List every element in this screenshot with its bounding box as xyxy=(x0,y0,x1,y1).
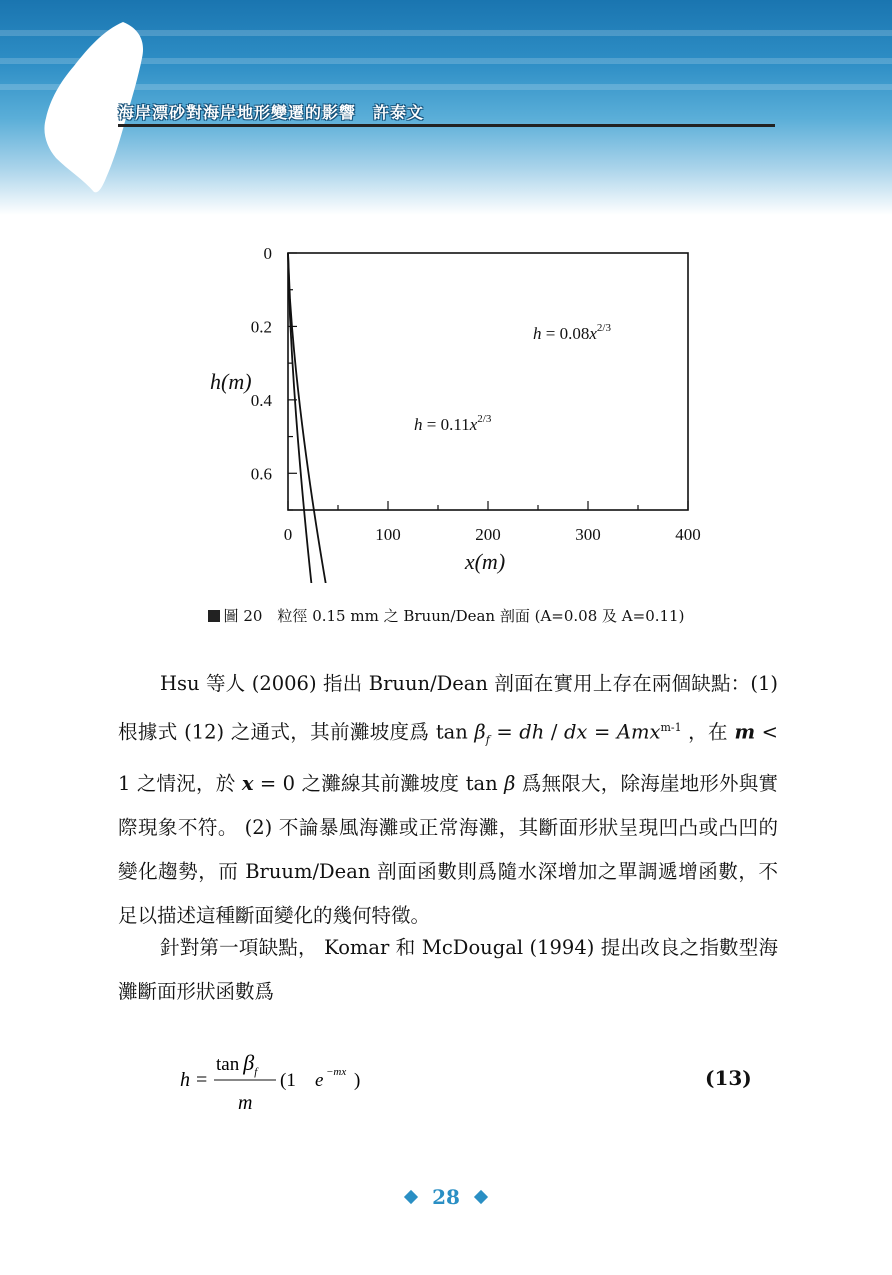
svg-text:=: = xyxy=(196,1069,208,1091)
caption-marker xyxy=(208,610,220,622)
body-paragraph-1: Hsu 等人 (2006) 指出 Bruun/Dean 剖面在實用上存在兩個缺點：(1) 根據式 (12) 之通式，其前灘坡度爲 $\tan \beta_f$ = dh / dx = Amx$^{m-1}$ ，在 m < 1 之情況，於 x = 0 之灘線其前灘坡度 tan β 爲無限大，除海崖地形外與實際現象不符。 (2) 不論暴風海灘或正常海灘，其斷面形狀呈現凹凸或凸凹的變化趨勢，而 Bruum/Dean 剖面函數則爲隨水深增加之單調遞增函數，不足以描述這種斷面變化的幾何特徵。 xyxy=(118,672,778,928)
x-tick-label: 400 xyxy=(675,525,701,544)
series-label-a011: $h = 0.11x^{2/3}$ xyxy=(414,413,492,434)
page-number: 28 xyxy=(432,1185,460,1209)
caption-text: 粒徑 0.15 mm 之 Bruun/Dean 剖面 (A=0.08 及 A=0.11) xyxy=(277,607,685,625)
body-paragraph-2: 針對第一項缺點， Komar 和 McDougal (1994) 提出改良之指數型海灘斷面形狀函數爲 xyxy=(118,936,778,1003)
figure-20 xyxy=(180,238,720,583)
running-header-title: 海岸漂砂對海岸地形變遷的影響 許泰文 xyxy=(118,103,425,122)
x-tick-label: 200 xyxy=(475,525,501,544)
x-tick-label: 300 xyxy=(575,525,601,544)
svg-text:(1: (1 xyxy=(280,1070,296,1091)
svg-text:): ) xyxy=(354,1070,361,1091)
bruun-dean-profile-chart xyxy=(180,238,720,583)
series-label-a008: $h = 0.08x^{2/3}$ xyxy=(533,322,611,343)
x-axis-label: x(m) xyxy=(464,549,506,574)
equation-13 xyxy=(178,1045,478,1115)
x-tick-label: 100 xyxy=(375,525,401,544)
tick-labels xyxy=(251,244,701,544)
page-footer xyxy=(0,1185,892,1209)
y-tick-label: 0 xyxy=(263,244,272,263)
svg-text:tanβf: $\tan \beta_f$ xyxy=(216,1050,258,1078)
header-rule xyxy=(118,124,775,127)
y-tick-label: 0.2 xyxy=(250,317,272,337)
svg-text:m: m xyxy=(238,1092,253,1114)
plot-frame xyxy=(288,253,688,510)
diamond-icon xyxy=(474,1190,488,1204)
y-tick-label: 0.4 xyxy=(250,390,272,410)
axis-ticks xyxy=(288,253,688,510)
svg-text:−mx: −mx xyxy=(326,1066,347,1078)
x-tick-label: 0 xyxy=(283,525,293,544)
equation-number: (13) xyxy=(705,1066,752,1090)
diamond-icon xyxy=(404,1190,418,1204)
svg-text:h: h xyxy=(180,1069,190,1091)
header-banner xyxy=(0,0,892,215)
svg-text:e: e xyxy=(315,1070,324,1091)
y-axis-label: h(m) xyxy=(210,369,252,394)
figure-caption xyxy=(0,605,892,626)
caption-label: 圖 20 xyxy=(223,607,263,625)
y-tick-label: 0.6 xyxy=(250,464,272,484)
